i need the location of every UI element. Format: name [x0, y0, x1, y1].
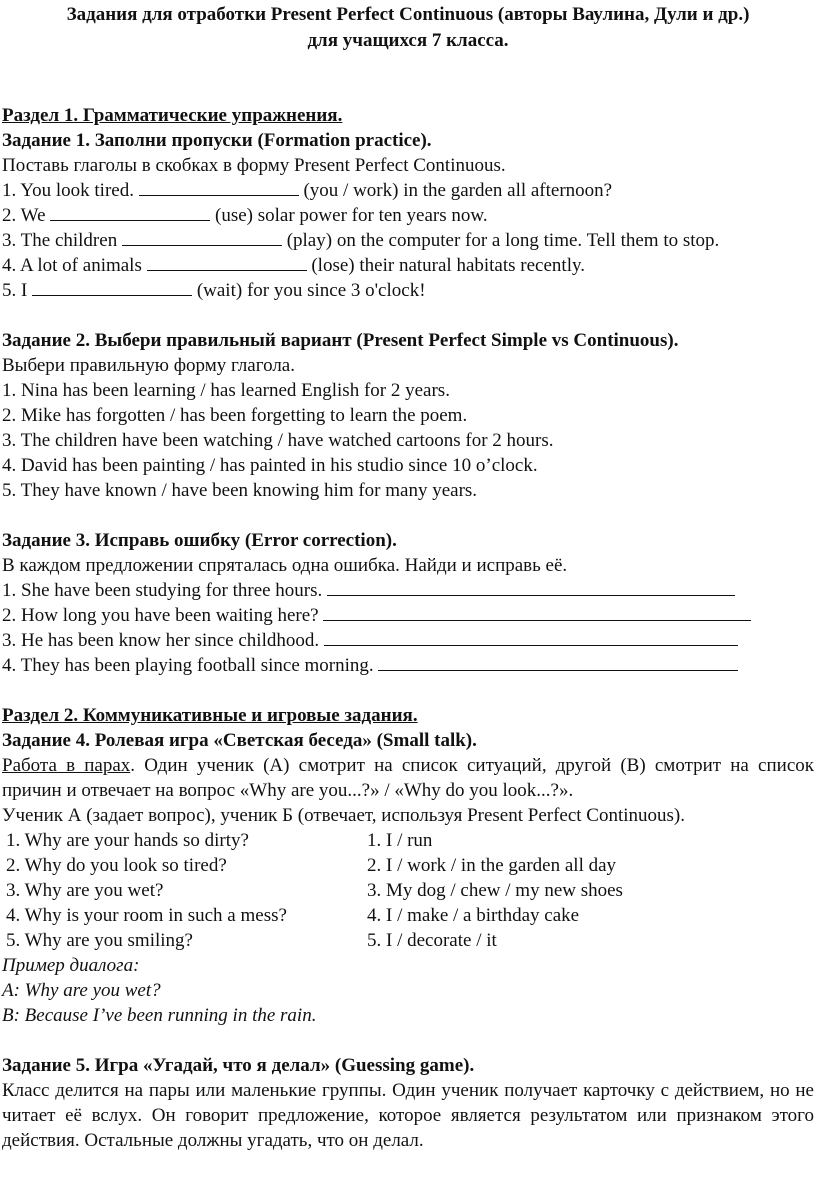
- task2-instruction: Выбери правильную форму глагола.: [2, 355, 295, 376]
- title-line-2: для учащихся 7 класса.: [307, 30, 509, 51]
- answer-blank[interactable]: [50, 203, 210, 221]
- example-line-b: B: Because I’ve been running in the rain.: [2, 1005, 317, 1026]
- task2-item: 4. David has been painting / has painted in his studio since 10 o’clock.: [2, 455, 538, 476]
- task1-item: 5. I (wait) for you since 3 o'clock!: [2, 280, 426, 301]
- answer-item: 3. My dog / chew / my new shoes: [367, 880, 623, 901]
- task1-item: 2. We (use) solar power for ten years now.: [2, 205, 488, 226]
- answer-blank[interactable]: [32, 278, 192, 296]
- correction-blank[interactable]: [327, 578, 735, 596]
- task5-heading: Задание 5. Игра «Угадай, что я делал» (Guessing game).: [2, 1055, 475, 1076]
- task1-heading: Задание 1. Заполни пропуски (Formation practice).: [2, 130, 432, 151]
- task3-item: 2. How long you have been waiting here?: [2, 603, 814, 628]
- task2-item: 2. Mike has forgotten / has been forgetting to learn the poem.: [2, 405, 468, 426]
- answer-blank[interactable]: [139, 178, 299, 196]
- correction-blank[interactable]: [324, 628, 738, 646]
- task1-item: 3. The children (play) on the computer for a long time. Tell them to stop.: [2, 230, 720, 251]
- answer-blank[interactable]: [147, 253, 307, 271]
- section1-heading: Раздел 1. Грамматические упражнения.: [2, 105, 343, 126]
- task4-mode: Работа в парах: [2, 755, 131, 776]
- question-item: 2. Why do you look so tired?: [6, 855, 227, 876]
- question-item: 3. Why are you wet?: [6, 880, 164, 901]
- task1-item: 4. A lot of animals (lose) their natural habitats recently.: [2, 255, 585, 276]
- task4-roles: Ученик А (задает вопрос), ученик Б (отвечает, используя Present Perfect Continuous).: [2, 805, 686, 826]
- correction-blank[interactable]: [378, 653, 738, 671]
- answer-blank[interactable]: [122, 228, 282, 246]
- title-line-1: Задания для отработки Present Perfect Continuous (авторы Ваулина, Дули и др.): [66, 4, 750, 25]
- section2-heading: Раздел 2. Коммуникативные и игровые задания.: [2, 705, 418, 726]
- task4-pairs: [2, 828, 814, 953]
- answer-item: 5. I / decorate / it: [367, 930, 497, 951]
- task2-heading: Задание 2. Выбери правильный вариант (Present Perfect Simple vs Continuous).: [2, 330, 679, 351]
- answer-item: 4. I / make / a birthday cake: [367, 905, 580, 926]
- task5-text: Класс делится на пары или маленькие группы. Один ученик получает карточку с действием, но не читает её вслух. Он говорит предложение, которое является результатом или признаком этого действия. Остальные должны угадать, что он делал.: [2, 1080, 814, 1151]
- task1-instruction: Поставь глаголы в скобках в форму Present Perfect Continuous.: [2, 155, 506, 176]
- example-label: Пример диалога:: [2, 955, 140, 976]
- question-item: 1. Why are your hands so dirty?: [6, 830, 249, 851]
- question-item: 5. Why are you smiling?: [6, 930, 193, 951]
- task3-heading: Задание 3. Исправь ошибку (Error correction).: [2, 530, 397, 551]
- answer-item: 1. I / run: [367, 830, 433, 851]
- question-item: 4. Why is your room in such a mess?: [6, 905, 287, 926]
- task2-item: 1. Nina has been learning / has learned English for 2 years.: [2, 380, 450, 401]
- task3-instruction: В каждом предложении спряталась одна ошибка. Найди и исправь её.: [2, 555, 568, 576]
- task3-item: 4. They has been playing football since morning.: [2, 653, 814, 678]
- example-line-a: A: Why are you wet?: [2, 980, 161, 1001]
- task2-item: 3. The children have been watching / have watched cartoons for 2 hours.: [2, 430, 554, 451]
- correction-blank[interactable]: [323, 603, 751, 621]
- answer-item: 2. I / work / in the garden all day: [367, 855, 617, 876]
- task1-item: 1. You look tired. (you / work) in the garden all afternoon?: [2, 180, 613, 201]
- task1-list: [2, 178, 814, 303]
- task4-intro: Работа в парах. Один ученик (А) смотрит на список ситуаций, другой (В) смотрит на список причин и отвечает на вопрос «Why are you...?» / «Why do you look...?».: [2, 755, 814, 801]
- task3-item: 3. He has been know her since childhood.: [2, 628, 814, 653]
- task4-heading: Задание 4. Ролевая игра «Светская беседа» (Small talk).: [2, 730, 477, 751]
- task3-item: 1. She have been studying for three hours.: [2, 578, 814, 603]
- task2-item: 5. They have known / have been knowing him for many years.: [2, 480, 478, 501]
